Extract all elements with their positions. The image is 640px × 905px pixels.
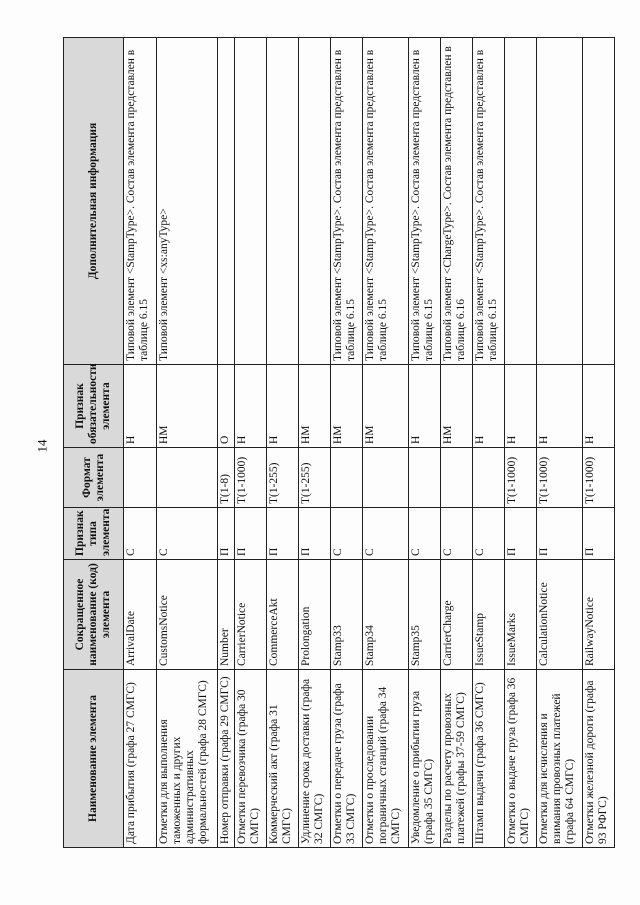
table-row [583, 38, 615, 848]
cell-code: RailwayNotice [583, 560, 615, 670]
cell-required: О [217, 365, 235, 448]
cell-required: НМ [299, 365, 331, 448]
cell-info: Типовой элемент <StampType>. Состав элемента представлен в таблице 6.15 [331, 38, 363, 365]
cell-code: CarrierNotice [235, 560, 267, 670]
cell-required: Н [267, 365, 299, 448]
cell-info: Типовой элемент <ChargeType>. Состав элемента представлен в таблице 6.16 [441, 38, 473, 365]
cell-format [124, 448, 157, 508]
rotated-table-container [63, 38, 615, 848]
cell-required: НМ [157, 365, 217, 448]
cell-code: IssueMarks [504, 560, 536, 670]
cell-info: Типовой элемент <StampType>. Состав элемента представлен в таблице 6.15 [473, 38, 505, 365]
cell-format [441, 448, 473, 508]
cell-code: Stamp35 [409, 560, 441, 670]
cell-format: T(1-8) [217, 448, 235, 508]
cell-type: С [409, 508, 441, 560]
cell-code: CustomsNotice [157, 560, 217, 670]
page-number: 14 [34, 439, 50, 453]
cell-type: С [331, 508, 363, 560]
cell-type: С [124, 508, 157, 560]
cell-name: Отметки о передаче груза (графа 33 СМГС) [331, 670, 363, 848]
cell-type: П [536, 508, 582, 560]
cell-format [409, 448, 441, 508]
cell-type: П [299, 508, 331, 560]
cell-format: T(1-1000) [583, 448, 615, 508]
header-element-name: Наименование элемента [64, 670, 124, 848]
table-row [409, 38, 441, 848]
cell-info [583, 38, 615, 365]
header-element-format: Формат элемента [64, 448, 124, 508]
elements-table [63, 37, 615, 848]
cell-info [267, 38, 299, 365]
cell-code: Stamp33 [331, 560, 363, 670]
cell-name: Отметки перевозчика (графа 30 СМГС) [235, 670, 267, 848]
cell-info: Типовой элемент <StampType>. Состав элемента представлен в таблице 6.15 [363, 38, 409, 365]
table-row [363, 38, 409, 848]
header-element-type: Признак типа элемента [64, 508, 124, 560]
cell-name: Коммерческий акт (графа 31 СМГС) [267, 670, 299, 848]
cell-info [235, 38, 267, 365]
cell-info: Типовой элемент <StampType>. Состав элемента представлен в таблице 6.15 [124, 38, 157, 365]
header-element-code: Сокращенное наименование (код) элемента [64, 560, 124, 670]
cell-code: Stamp34 [363, 560, 409, 670]
cell-type: П [235, 508, 267, 560]
cell-name: Отметки железной дороги (графа 93 РФГС) [583, 670, 615, 848]
cell-info: Типовой элемент <StampType>. Состав элемента представлен в таблице 6.15 [409, 38, 441, 365]
table-row [473, 38, 505, 848]
cell-name: Отметки о выдаче груза (графа 36 СМГС) [504, 670, 536, 848]
table-row [504, 38, 536, 848]
cell-type: П [504, 508, 536, 560]
cell-format [473, 448, 505, 508]
cell-required: Н [504, 365, 536, 448]
cell-required: Н [235, 365, 267, 448]
cell-info: Типовой элемент <xs:anyType> [157, 38, 217, 365]
cell-code: CarrierCharge [441, 560, 473, 670]
cell-format: T(1-1000) [504, 448, 536, 508]
cell-type: С [157, 508, 217, 560]
cell-info [504, 38, 536, 365]
cell-format: T(1-255) [299, 448, 331, 508]
cell-required: НМ [363, 365, 409, 448]
table-row [267, 38, 299, 848]
cell-name: Уведомление о прибытии груза (графа 35 СМГС) [409, 670, 441, 848]
cell-required: НМ [331, 365, 363, 448]
table-row [157, 38, 217, 848]
cell-format: T(1-255) [267, 448, 299, 508]
cell-format [363, 448, 409, 508]
cell-name: Разделы по расчету провозных платежей (графы 37-59 СМГС) [441, 670, 473, 848]
cell-format [157, 448, 217, 508]
cell-required: НМ [441, 365, 473, 448]
cell-name: Отметки о проследовании пограничных станций (графа 34 СМГС) [363, 670, 409, 848]
table-row [536, 38, 582, 848]
cell-format [331, 448, 363, 508]
cell-code: ArrivalDate [124, 560, 157, 670]
table-row [235, 38, 267, 848]
cell-required: Н [583, 365, 615, 448]
cell-code: CommerceAkt [267, 560, 299, 670]
cell-code: CalculationNotice [536, 560, 582, 670]
cell-name: Удлинение срока доставки (графа 32 СМГС) [299, 670, 331, 848]
table-row [441, 38, 473, 848]
cell-info [536, 38, 582, 365]
cell-format: T(1-1000) [235, 448, 267, 508]
header-element-required: Признак обязательности элемента [64, 365, 124, 448]
header-element-info: Дополнительная информация [64, 38, 124, 365]
cell-required: Н [124, 365, 157, 448]
table-row [217, 38, 235, 848]
cell-type: С [363, 508, 409, 560]
cell-code: Number [217, 560, 235, 670]
cell-name: Отметки для выполнения таможенных и других административных формальностей (графа 28 СМГС) [157, 670, 217, 848]
cell-format: T(1-1000) [536, 448, 582, 508]
cell-info [217, 38, 235, 365]
cell-name: Отметки для исчисления и взимания провозных платежей (графа 64 СМГС) [536, 670, 582, 848]
cell-info [299, 38, 331, 365]
cell-required: Н [409, 365, 441, 448]
table-row [331, 38, 363, 848]
table-row [124, 38, 157, 848]
cell-type: С [441, 508, 473, 560]
cell-code: Prolongation [299, 560, 331, 670]
cell-type: П [217, 508, 235, 560]
cell-required: Н [473, 365, 505, 448]
cell-required: Н [536, 365, 582, 448]
cell-type: П [583, 508, 615, 560]
cell-type: П [267, 508, 299, 560]
cell-type: С [473, 508, 505, 560]
table-row [299, 38, 331, 848]
cell-code: IssueStamp [473, 560, 505, 670]
table-header-row [64, 38, 124, 848]
cell-name: Дата прибытия (графа 27 СМГС) [124, 670, 157, 848]
cell-name: Номер отправки (графа 29 СМГС) [217, 670, 235, 848]
cell-name: Штамп выдачи (графа 36 СМГС) [473, 670, 505, 848]
